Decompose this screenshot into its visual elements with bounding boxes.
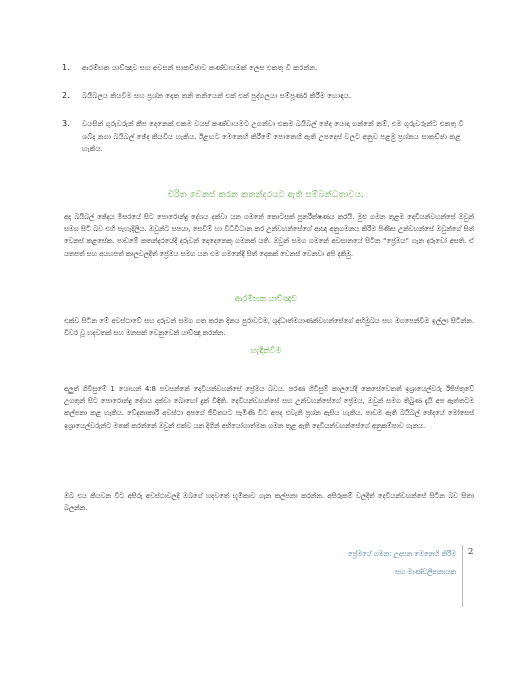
list-number: 1. xyxy=(62,63,70,72)
page-number: 2 xyxy=(468,547,474,557)
list-number: 2. xyxy=(62,90,70,100)
list-number: 3. xyxy=(62,119,70,128)
list-item xyxy=(62,62,472,75)
footer-divider xyxy=(462,545,463,607)
body-paragraph: අද බයිබල් ඡේදය මීසරයේ සිට පොරොන්දු දේශය දක්වා යන ගමනේ කොටසක් පුනරීක්ෂණය කරයි. මුළු ගමන තුළම දෙවියන්වහන්සේ ඔවුන් සමග සිටි බව එහි පැහැදිලිය. ඔවුන්ට සපයා, සෙවීම් හා විධිවිධාන කර උන්වහන්සේගේ ආඥා අනුගමනය කිරීම පිණිස උන්වහන්සේ ඔවුන්ගේ සිත් වෙනස් කළසේක. පාඩමේ කතන්දරයේදී දරුවන් දෙදෙනෙකු ගමනක් යති. ඔවුන් සමග ගමනේ අවසානයේ සිටින “ප්‍රේමය” ගැන දරුවෝ අසති. ඒ යතපත් සහ අයහපත් කාලවලදීත් ප්‍රේමය සමග යන එම ගමනේදී සිත් දෙකක් වෙනස් වෙනවා අපි දකිමු. xyxy=(64,213,474,258)
body-paragraph: ඔබ එය කියවන විට අසීරු අවස්ථාවලදී ඔබගේ හදවතේ භූමිකාව ගැන කල්පනා කරන්න. අසීරුකම් වලදීත් දෙවියන්වහන්සේ සිටින බව සිතා බලන්න. xyxy=(64,492,474,513)
list-item xyxy=(62,118,472,156)
list-item xyxy=(62,90,472,103)
subsection-heading: හැඳින්වීම xyxy=(250,346,282,355)
section-heading: චරිත වෙනස් කරන කතන්දරයට ඇති සම්බන්ධතාවය. xyxy=(167,190,365,200)
page-footer xyxy=(0,545,532,615)
body-paragraph: අලුත් ගිවිසුමේ 1 යොහන් 4:8 පවසන්නේ දෙවියන්වහන්සේ ප්‍රේමය බවය. පරණ ගිවිසුම් කාලයේදී කෙසේවෙතත් ඉශ්‍රායෙල්වරු ඊජිප්තුවේ උගතුන් සිට පොරොන්දු දේශය දක්වා බොහෝ දුක් විඳිති. දෙවියන්වහන්සේ සහ උන්වහන්සේගේ ප්‍රේමය, ඔවුන් සමග තිබුණ දැයි අප ඇත්තටම කල්පනා කළ හැකිය. වේදනාකාරී අවස්ථා අපගේ ජීවිතයට පැමිණි විට අපද එවැනි ප්‍රශ්න ඇසිය හැකිය. පාඩම ඇති බයිබල් ඡේදයේ මෝසෙස් ඉශ්‍රායෙල්වරුන්ට මතක් කරන්නේ ඔවුන් එක්ව යන දිගින් අභියෝගාත්මක ගමන තුළ ඇති දෙවියන්වහන්සේගේ අනුකම්පාව ගැනය. xyxy=(64,385,474,430)
footer-title: ප්‍රේමයේ ගමන: උදාසන මෙනෙහි කිරීම xyxy=(348,550,456,558)
body-paragraph: එක්ව සිටින මේ අවස්ථාවේ සහ දරුවන් සමග ගත කරන දිනය පුරාවටම, ශුද්ධාත්මයාණන්වහන්සේගේ අභිමුඛය සහ මගපෙන්වීම ඉල්ලා සිටින්න. විවර වූ හදවතක් සහ මනසක් වෙනුවෙන් යාච්ඤා කරන්න. xyxy=(64,317,474,338)
list-text: ආරම්භක යාච්ඤාව සහ අවසන් සාකච්ඡාව කණ්ඩායමක් ලෙස එකතු වී කරන්න. xyxy=(82,63,318,72)
list-text: වයසින් ගුරුවරුන් කීප දෙනෙක් එකම වයස් කණ්ඩායමට උගන්වා එකම බයිබල් ඡේද යොදා ගන්නේ නම්, එම ගුරුවරුන්ට එකතු වී ශබ්ද නගා බයිබල් ඡේද කියවිය හැකිය. ඊළඟට මෙනෙහි කිරීමේ පොතෙහි ඇති උපදෙස් වලට අනුව පළමු ප්‍රශ්නය සාකච්ඡා කළ හැකිය. xyxy=(82,119,464,153)
footer-subtitle: සහ මාණ්ඩලිකනායක xyxy=(394,568,456,576)
subsection-heading: ආරම්භක යාච්ඤාව xyxy=(234,294,298,303)
instruction-list xyxy=(62,62,472,156)
list-text: බයිබලය කියවීම සහ ප්‍රශ්න දෙක තනි තනියෙන් එක් එක් පුද්ගලයා සම්පූර්ණ කිරීම හොඳය. xyxy=(82,90,352,100)
